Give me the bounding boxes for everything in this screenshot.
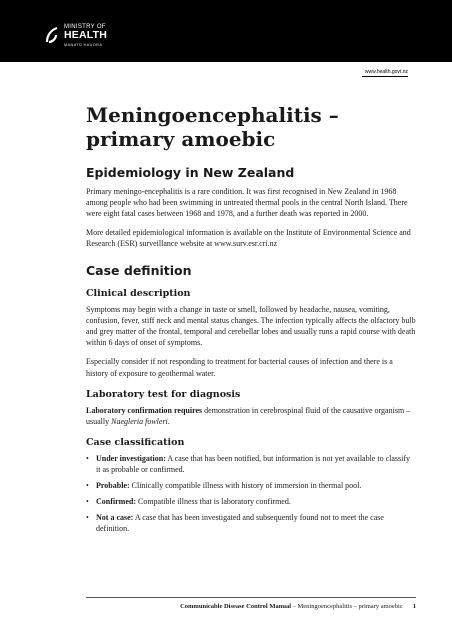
page-title: Meningoencephalitis – primary amoebic bbox=[86, 103, 339, 151]
page-footer bbox=[86, 603, 416, 610]
footer-divider bbox=[86, 597, 416, 598]
classification-text: A case that has been investigated and subsequently found not to meet the case definition. bbox=[96, 512, 384, 533]
list-item bbox=[86, 480, 416, 491]
epidemiology-paragraph-1: Primary meningo-encephalitis is a rare condition. It was first recognised in New Zealand in 1968 among people who had been swimming in untreated thermal pools in the central North Island. There were eight fatal cases between 1968 and 1978, and a further death was reported in 2000. bbox=[86, 187, 408, 219]
list-item bbox=[86, 496, 416, 507]
classification-term: Not a case: bbox=[96, 512, 134, 522]
site-url-underline bbox=[362, 76, 408, 77]
clinical-description-heading: Clinical description bbox=[86, 288, 191, 300]
page-number: 1 bbox=[412, 603, 416, 610]
classification-term: Confirmed: bbox=[96, 496, 136, 506]
list-item bbox=[86, 453, 416, 475]
ministry-logo bbox=[44, 24, 107, 47]
classification-text: Clinically compatible illness with history of immersion in thermal pool. bbox=[129, 480, 362, 490]
classification-term: Under investigation: bbox=[96, 453, 166, 463]
laboratory-text: demonstration in cerebrospinal fluid of the causative organism – usually bbox=[86, 405, 411, 426]
laboratory-paragraph bbox=[86, 405, 416, 427]
footer-section: – Meningoencephalitis – primary amoebic bbox=[291, 603, 403, 610]
list-item bbox=[86, 512, 416, 534]
case-definition-heading: Case definition bbox=[86, 263, 192, 279]
laboratory-test-heading: Laboratory test for diagnosis bbox=[86, 388, 241, 400]
clinical-paragraph-2: Especially consider if not responding to treatment for bacterial causes of infection and there is a history of exposure to geothermal water. bbox=[86, 357, 393, 378]
footer-manual-title: Communicable Disease Control Manual bbox=[180, 603, 292, 610]
classification-term: Probable: bbox=[96, 480, 130, 490]
organism-name: Naegleria fowleri bbox=[111, 416, 168, 426]
laboratory-bold-lead: Laboratory confirmation requires bbox=[86, 405, 203, 415]
clinical-paragraph-1: Symptoms may begin with a change in taste or smell, followed by headache, nausea, vomiting, confusion, fever, stiff neck and mental status changes. The infection typically affects the olfactory bulb and grey matter of the frontal, temporal and cerebellar lobes and usually runs a rapid course with death within 6 days of onset of symptoms. bbox=[86, 305, 416, 348]
logo-line-3: MANATŪ HAUORA bbox=[64, 43, 103, 48]
laboratory-end: . bbox=[167, 416, 170, 426]
epidemiology-paragraph-2: More detailed epidemiological information is available on the Institute of Environmental Science and Research (ESR) surveillance website at www.surv.esr.cri.nz bbox=[86, 228, 411, 249]
logo-line-1: MINISTRY OF bbox=[64, 24, 106, 30]
header-band bbox=[0, 0, 452, 62]
classification-text: A case that has been notified, but information is not yet available to classify it as probable or confirmed. bbox=[96, 453, 411, 474]
site-url-link[interactable]: www.health.govt.nz bbox=[364, 69, 408, 75]
classification-text: Compatible illness that is laboratory confirmed. bbox=[136, 496, 291, 506]
case-classification-heading: Case classification bbox=[86, 436, 185, 448]
document-body bbox=[86, 104, 416, 539]
classification-list bbox=[86, 453, 416, 534]
ministry-logo-icon bbox=[44, 26, 60, 44]
logo-line-2: HEALTH bbox=[64, 29, 108, 42]
epidemiology-heading: Epidemiology in New Zealand bbox=[86, 165, 295, 181]
